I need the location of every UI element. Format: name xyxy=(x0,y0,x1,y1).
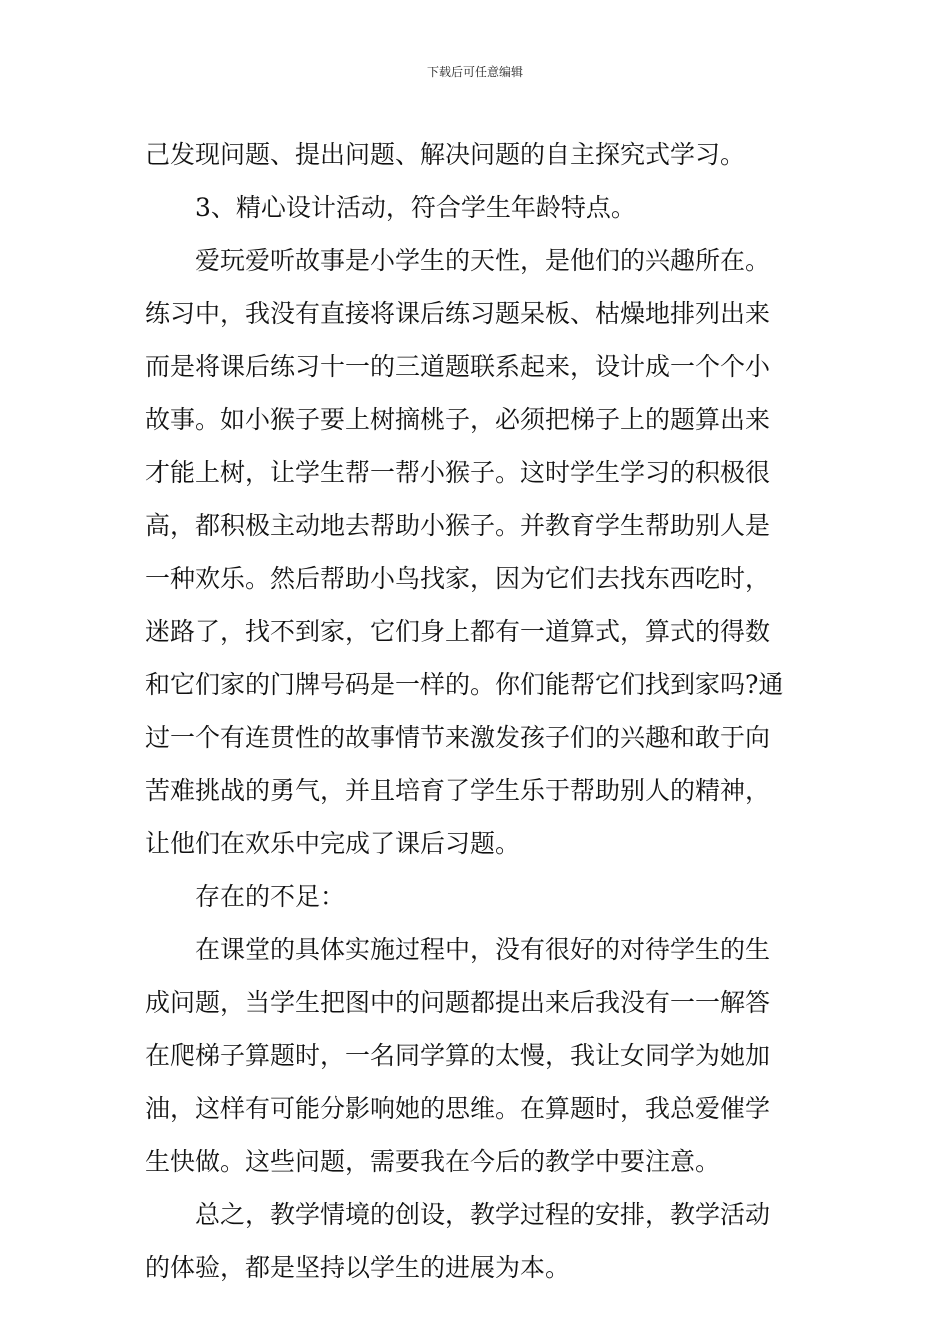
text-line: 练习中，我没有直接将课后练习题呆板、枯燥地排列出来 xyxy=(145,299,771,328)
text-line: 在课堂的具体实施过程中，没有很好的对待学生的生 xyxy=(195,935,771,964)
text-line: 迷路了，找不到家，它们身上都有一道算式，算式的得数 xyxy=(145,617,771,646)
text-line: 让他们在欢乐中完成了课后习题。 xyxy=(145,829,521,858)
text-line: 高，都积极主动地去帮助小猴子。并教育学生帮助别人是 xyxy=(145,511,771,540)
text-line: 的体验，都是坚持以学生的进展为本。 xyxy=(145,1253,571,1282)
text-line: 一种欢乐。然后帮助小鸟找家，因为它们去找东西吃时， xyxy=(145,564,771,593)
text-line: 成问题，当学生把图中的问题都提出来后我没有一一解答 xyxy=(145,988,771,1017)
text-line: 油，这样有可能分影响她的思维。在算题时，我总爱催学 xyxy=(145,1094,771,1123)
text-line: 总之，教学情境的创设，教学过程的安排，教学活动 xyxy=(195,1200,771,1229)
page-header: 下载后可任意编辑 xyxy=(426,65,523,79)
text-line: 己发现问题、提出问题、解决问题的自主探究式学习。 xyxy=(145,140,746,169)
section-heading: 3、精心设计活动，符合学生年龄特点。 xyxy=(195,193,636,222)
text-line: 而是将课后练习十一的三道题联系起来，设计成一个个小 xyxy=(145,352,771,381)
text-line: 在爬梯子算题时，一名同学算的太慢，我让女同学为她加 xyxy=(145,1041,771,1070)
text-line: 爱玩爱听故事是小学生的天性，是他们的兴趣所在。 xyxy=(195,246,771,275)
section-heading: 存在的不足： xyxy=(195,882,346,911)
text-line: 故事。如小猴子要上树摘桃子，必须把梯子上的题算出来 xyxy=(145,405,771,434)
text-line: 苦难挑战的勇气，并且培育了学生乐于帮助别人的精神， xyxy=(145,776,771,805)
text-line: 过一个有连贯性的故事情节来激发孩子们的兴趣和敢于向 xyxy=(145,723,771,752)
text-line: 生快做。这些问题，需要我在今后的教学中要注意。 xyxy=(145,1147,721,1176)
text-line: 才能上树，让学生帮一帮小猴子。这时学生学习的积极很 xyxy=(145,458,771,487)
document-body xyxy=(145,128,809,1294)
text-line: 和它们家的门牌号码是一样的。你们能帮它们找到家吗?通 xyxy=(145,670,784,699)
